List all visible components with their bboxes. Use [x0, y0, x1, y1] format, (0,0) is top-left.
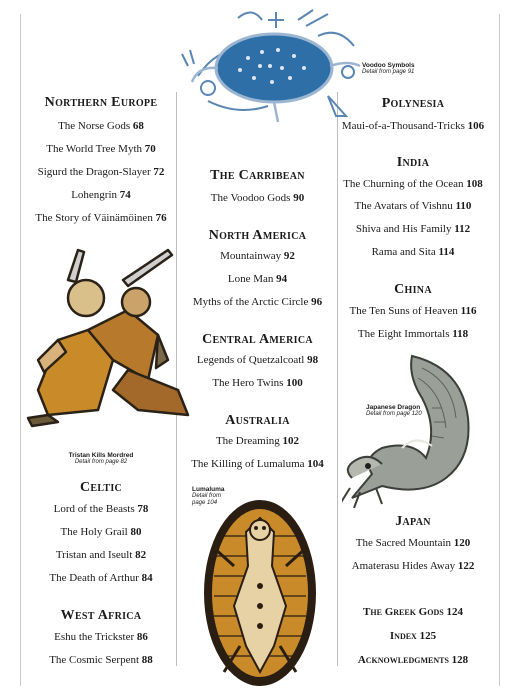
japanese-dragon-illustration: [342, 348, 492, 508]
toc-entry[interactable]: Lord of the Beasts 78: [53, 503, 149, 515]
toc-entry[interactable]: The World Tree Myth 70: [46, 143, 156, 155]
toc-entry[interactable]: Myths of the Arctic Circle 96: [192, 296, 323, 308]
toc-entry[interactable]: Lone Man 94: [227, 273, 288, 285]
section-heading-central-america: Central America: [202, 332, 313, 347]
tristan-kills-mordred-illustration: [18, 240, 193, 430]
toc-entry[interactable]: The Sacred Mountain 120: [355, 537, 471, 549]
caption-title: Lumaluma: [192, 486, 225, 493]
voodoo-caption: [362, 62, 415, 76]
toc-entry[interactable]: The Hero Twins 100: [212, 377, 303, 389]
toc-entry[interactable]: Amaterasu Hides Away 122: [351, 560, 475, 572]
toc-entry[interactable]: Mountainway 92: [220, 250, 295, 262]
toc-entry[interactable]: The Dreaming 102: [215, 435, 300, 447]
toc-entry[interactable]: Maui-of-a-Thousand-Tricks 106: [341, 120, 485, 132]
section-heading-japan: Japan: [395, 514, 431, 529]
caption-detail: page 104: [192, 500, 218, 506]
toc-entry[interactable]: The Death of Arthur 84: [49, 572, 153, 584]
section-heading-carribean: The Carribean: [210, 168, 305, 183]
section-heading-australia: Australia: [225, 413, 290, 428]
caption-title: Japanese Dragon: [366, 404, 421, 411]
toc-entry[interactable]: Sigurd the Dragon-Slayer 72: [37, 166, 165, 178]
toc-entry[interactable]: The Holy Grail 80: [60, 526, 142, 538]
caption-detail: Detail from page 91: [362, 69, 415, 75]
toc-entry[interactable]: Legends of Quetzalcoatl 98: [196, 354, 319, 366]
toc-entry-acknowledgments[interactable]: Acknowledgments 128: [357, 654, 469, 666]
toc-entry[interactable]: The Ten Suns of Heaven 116: [349, 305, 477, 317]
toc-entry[interactable]: The Avatars of Vishnu 110: [354, 200, 472, 212]
toc-entry[interactable]: The Eight Immortals 118: [357, 328, 469, 340]
toc-entry[interactable]: Eshu the Trickster 86: [54, 631, 148, 643]
toc-entry[interactable]: Tristan and Iseult 82: [55, 549, 147, 561]
dragon-caption: [366, 404, 422, 418]
section-heading-polynesia: Polynesia: [381, 96, 445, 111]
toc-entry[interactable]: Rama and Sita 114: [371, 246, 455, 258]
toc-entry[interactable]: Shiva and His Family 112: [355, 223, 471, 235]
toc-entry[interactable]: The Churning of the Ocean 108: [343, 178, 483, 190]
section-heading-west-africa: West Africa: [60, 608, 142, 623]
toc-entry[interactable]: The Story of Väinämöinen 76: [35, 212, 167, 224]
tristan-caption: [30, 452, 172, 466]
section-heading-india: India: [396, 155, 430, 170]
caption-detail: Detail from page 82: [74, 459, 128, 465]
caption-detail: Detail from: [192, 493, 222, 499]
toc-entry-greek-gods[interactable]: The Greek Gods 124: [363, 606, 463, 618]
toc-entry[interactable]: The Voodoo Gods 90: [210, 192, 305, 204]
section-heading-celtic: Celtic: [79, 480, 123, 495]
toc-entry[interactable]: Lohengrin 74: [71, 189, 131, 201]
section-heading-china: China: [394, 282, 432, 297]
toc-entry[interactable]: The Cosmic Serpent 88: [49, 654, 153, 666]
section-heading-north-america: North America: [208, 228, 307, 243]
toc-entry[interactable]: The Killing of Lumaluma 104: [191, 458, 324, 470]
caption-title: Tristan Kills Mordred: [68, 452, 134, 459]
section-heading-northern-europe: Northern Europe: [44, 95, 158, 110]
toc-entry[interactable]: The Norse Gods 68: [58, 120, 144, 132]
lumaluma-bark-painting: [200, 496, 320, 690]
toc-entry-index[interactable]: Index 125: [389, 630, 437, 642]
caption-title: Voodoo Symbols: [362, 62, 415, 69]
caption-detail: Detail from page 120: [366, 411, 422, 417]
